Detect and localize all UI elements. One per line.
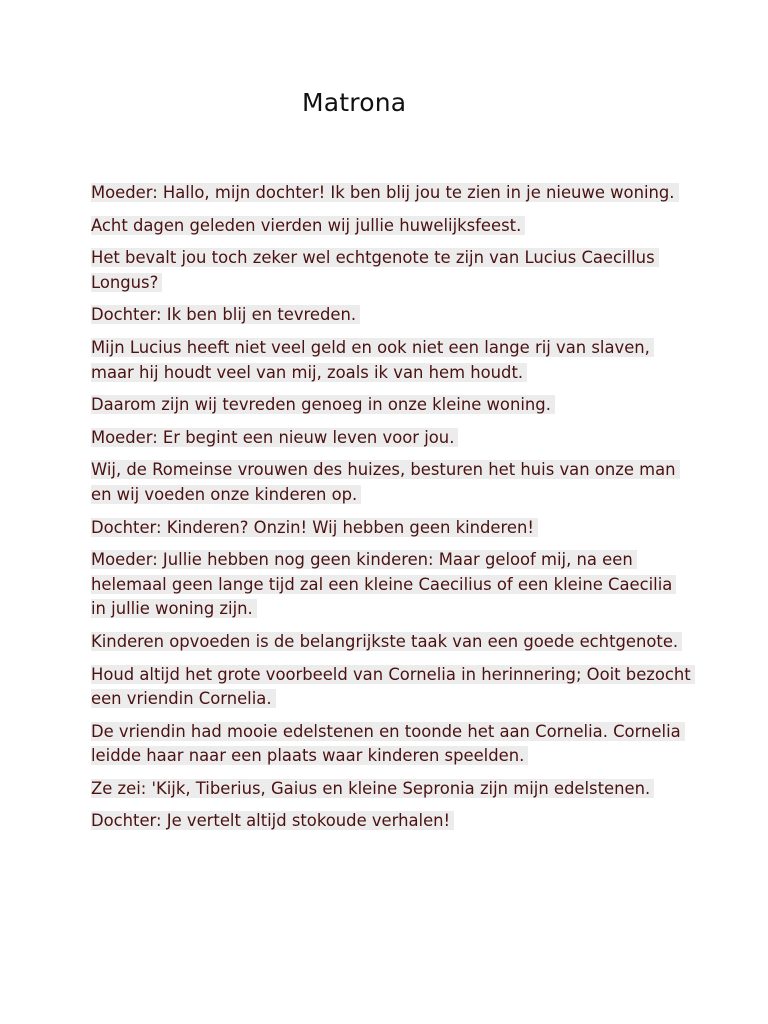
paragraph-text: Daarom zijn wij tevreden genoeg in onze kleine woning.	[91, 395, 555, 414]
paragraph-text: Ze zei: 'Kijk, Tiberius, Gaius en kleine Sepronia zijn mijn edelstenen.	[91, 779, 654, 798]
paragraph	[91, 663, 691, 712]
paragraph	[91, 426, 691, 451]
paragraph-text: Dochter: Je vertelt altijd stokoude verhalen!	[91, 811, 454, 830]
paragraph-text: Acht dagen geleden vierden wij jullie huwelijksfeest.	[91, 216, 525, 235]
paragraph	[91, 303, 691, 328]
paragraph	[91, 393, 691, 418]
paragraph-text: Het bevalt jou toch zeker wel echtgenote te zijn van Lucius Caecillus Longus?	[91, 248, 659, 292]
paragraph	[91, 630, 691, 655]
paragraph-text: Moeder: Hallo, mijn dochter! Ik ben blij jou te zien in je nieuwe woning.	[91, 183, 679, 202]
paragraph	[91, 181, 691, 206]
paragraph-text: Dochter: Ik ben blij en tevreden.	[91, 305, 360, 324]
paragraph-text: Wij, de Romeinse vrouwen des huizes, besturen het huis van onze man en wij voeden onze kinderen op.	[91, 460, 680, 504]
document-body	[91, 181, 691, 842]
paragraph	[91, 458, 691, 507]
paragraph	[91, 809, 691, 834]
paragraph-text: De vriendin had mooie edelstenen en toonde het aan Cornelia. Cornelia leidde haar naar een plaats waar kinderen speelden.	[91, 722, 685, 766]
paragraph-text: Moeder: Er begint een nieuw leven voor jou.	[91, 428, 458, 447]
paragraph	[91, 548, 691, 622]
paragraph-text: Mijn Lucius heeft niet veel geld en ook niet een lange rij van slaven, maar hij houdt veel van mij, zoals ik van hem houdt.	[91, 338, 654, 382]
paragraph	[91, 516, 691, 541]
paragraph-text: Kinderen opvoeden is de belangrijkste taak van een goede echtgenote.	[91, 632, 682, 651]
paragraph-text: Houd altijd het grote voorbeeld van Cornelia in herinnering; Ooit bezocht een vriendin Cornelia.	[91, 665, 695, 709]
paragraph	[91, 720, 691, 769]
paragraph	[91, 246, 691, 295]
document-title: Matrona	[302, 88, 407, 117]
paragraph	[91, 777, 691, 802]
paragraph-text: Dochter: Kinderen? Onzin! Wij hebben geen kinderen!	[91, 518, 538, 537]
paragraph	[91, 336, 691, 385]
paragraph-text: Moeder: Jullie hebben nog geen kinderen: Maar geloof mij, na een helemaal geen lange tijd zal een kleine Caecilius of een kleine Caecilia in jullie woning zijn.	[91, 550, 676, 618]
paragraph	[91, 214, 691, 239]
